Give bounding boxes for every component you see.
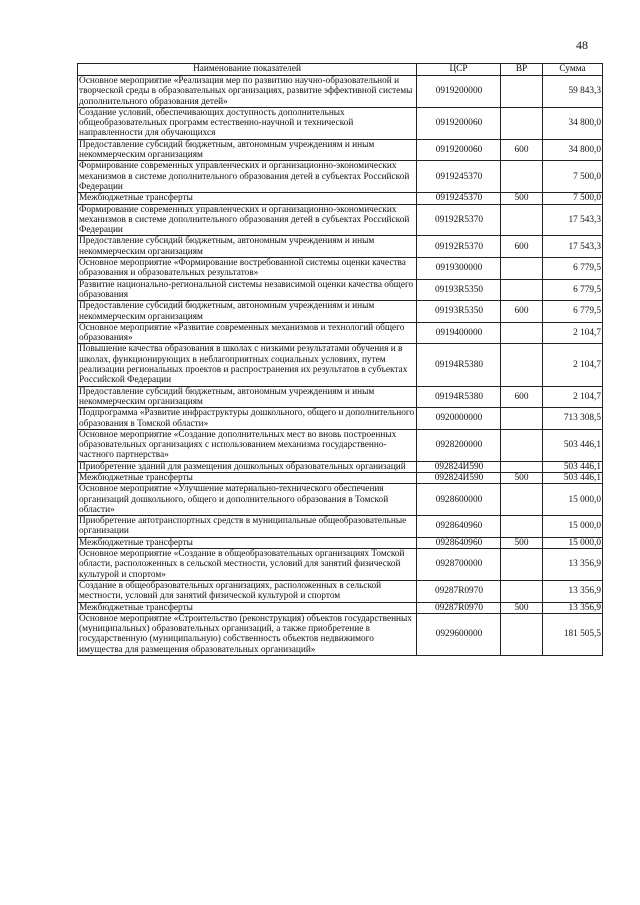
cell-vr <box>501 429 543 461</box>
cell-vr <box>501 461 543 472</box>
cell-csr: 0919200060 <box>417 139 501 161</box>
cell-csr: 09193R5350 <box>417 301 501 323</box>
table-row <box>78 107 603 139</box>
cell-csr: 0928700000 <box>417 549 501 581</box>
header-csr: ЦСР <box>417 64 501 76</box>
cell-csr: 09192R5370 <box>417 236 501 258</box>
cell-name: Основное мероприятие «Развитие современных механизмов и технологий общего образования» <box>78 322 417 344</box>
cell-csr: 0929600000 <box>417 613 501 655</box>
cell-vr: 600 <box>501 236 543 258</box>
cell-vr <box>501 549 543 581</box>
cell-csr: 092824И590 <box>417 472 501 483</box>
cell-sum: 17 543,3 <box>543 236 603 258</box>
cell-name: Развитие национально-региональной системы независимой оценки качества общего образования <box>78 279 417 301</box>
cell-name: Создание условий, обеспечивающих доступность дополнительных общеобразовательных программ естественно-научной и технической направленности для обучающихся <box>78 107 417 139</box>
table-row <box>78 580 603 602</box>
cell-name: Межбюджетные трансферты <box>78 472 417 483</box>
table-row <box>78 193 603 204</box>
cell-csr: 0919245370 <box>417 161 501 193</box>
cell-csr: 09287R0970 <box>417 602 501 613</box>
cell-csr: 09193R5350 <box>417 279 501 301</box>
table-row <box>78 516 603 538</box>
table-row <box>78 301 603 323</box>
cell-vr <box>501 580 543 602</box>
table-row <box>78 236 603 258</box>
cell-name: Основное мероприятие «Создание дополнительных мест во вновь построенных образовательных организациях с использованием механизма государственно-частного партнерства» <box>78 429 417 461</box>
cell-vr: 600 <box>501 301 543 323</box>
cell-name: Предоставление субсидий бюджетным, автономным учреждениям и иным некоммерческим организациям <box>78 236 417 258</box>
table-row <box>78 76 603 108</box>
cell-name: Межбюджетные трансферты <box>78 537 417 548</box>
cell-sum: 59 843,3 <box>543 76 603 108</box>
cell-sum: 15 000,0 <box>543 516 603 538</box>
cell-sum: 713 308,5 <box>543 408 603 430</box>
cell-csr: 09194R5380 <box>417 344 501 386</box>
cell-name: Основное мероприятие «Реализация мер по развитию научно-образовательной и творческой среды в образовательных организациях, развитие эффективной системы дополнительного образования детей» <box>78 76 417 108</box>
cell-vr: 500 <box>501 193 543 204</box>
cell-name: Предоставление субсидий бюджетным, автономным учреждениям и иным некоммерческим организациям <box>78 139 417 161</box>
cell-vr <box>501 516 543 538</box>
header-vr: ВР <box>501 64 543 76</box>
cell-vr: 500 <box>501 472 543 483</box>
table-row <box>78 429 603 461</box>
cell-sum: 503 446,1 <box>543 429 603 461</box>
cell-sum: 503 446,1 <box>543 461 603 472</box>
cell-sum: 13 356,9 <box>543 549 603 581</box>
table-row <box>78 344 603 386</box>
table-row <box>78 139 603 161</box>
cell-name: Основное мероприятие «Строительство (реконструкция) объектов государственных (муниципальных) образовательных организаций, а также приобретение в государственную (муниципальную) собственность объектов недвижимого имущества для размещения образовательных организаций» <box>78 613 417 655</box>
cell-vr <box>501 204 543 236</box>
cell-sum: 6 779,5 <box>543 301 603 323</box>
cell-sum: 7 500,0 <box>543 161 603 193</box>
cell-csr: 0919245370 <box>417 193 501 204</box>
cell-sum: 13 356,9 <box>543 602 603 613</box>
table-row <box>78 279 603 301</box>
cell-vr <box>501 484 543 516</box>
table-row <box>78 386 603 408</box>
header-name: Наименование показателей <box>78 64 417 76</box>
cell-sum: 17 543,3 <box>543 204 603 236</box>
cell-vr: 500 <box>501 602 543 613</box>
cell-vr <box>501 344 543 386</box>
table-row <box>78 613 603 655</box>
cell-csr: 09192R5370 <box>417 204 501 236</box>
table-row <box>78 472 603 483</box>
table-row <box>78 258 603 280</box>
cell-csr: 0928640960 <box>417 516 501 538</box>
cell-sum: 2 104,7 <box>543 386 603 408</box>
cell-vr <box>501 161 543 193</box>
cell-name: Основное мероприятие «Улучшение материально-технического обеспечения организаций дошкольного, общего и дополнительного образования в Томской области» <box>78 484 417 516</box>
cell-name: Приобретение зданий для размещения дошкольных образовательных организаций <box>78 461 417 472</box>
cell-csr: 0928600000 <box>417 484 501 516</box>
cell-sum: 181 505,5 <box>543 613 603 655</box>
cell-vr <box>501 279 543 301</box>
cell-name: Межбюджетные трансферты <box>78 602 417 613</box>
cell-csr: 0919200060 <box>417 107 501 139</box>
cell-csr: 0928200000 <box>417 429 501 461</box>
budget-table <box>77 63 603 656</box>
cell-sum: 7 500,0 <box>543 193 603 204</box>
table-header-row <box>78 64 603 76</box>
table-row <box>78 537 603 548</box>
table-row <box>78 322 603 344</box>
cell-vr: 600 <box>501 386 543 408</box>
table-row <box>78 408 603 430</box>
cell-csr: 09194R5380 <box>417 386 501 408</box>
cell-name: Предоставление субсидий бюджетным, автономным учреждениям и иным некоммерческим организациям <box>78 386 417 408</box>
cell-csr: 0919400000 <box>417 322 501 344</box>
cell-csr: 0928640960 <box>417 537 501 548</box>
cell-sum: 15 000,0 <box>543 537 603 548</box>
cell-vr <box>501 76 543 108</box>
cell-vr <box>501 107 543 139</box>
cell-name: Межбюджетные трансферты <box>78 193 417 204</box>
cell-vr: 600 <box>501 139 543 161</box>
cell-sum: 15 000,0 <box>543 484 603 516</box>
cell-csr: 09287R0970 <box>417 580 501 602</box>
table-row <box>78 204 603 236</box>
table-row <box>78 602 603 613</box>
cell-vr: 500 <box>501 537 543 548</box>
table-row <box>78 161 603 193</box>
cell-sum: 503 446,1 <box>543 472 603 483</box>
cell-vr <box>501 258 543 280</box>
cell-sum: 34 800,0 <box>543 139 603 161</box>
cell-sum: 2 104,7 <box>543 344 603 386</box>
cell-name: Основное мероприятие «Создание в общеобразовательных организациях Томской области, расположенных в сельской местности, условий для занятий физической культурой и спортом» <box>78 549 417 581</box>
page-number: 48 <box>576 38 588 52</box>
cell-name: Повышение качества образования в школах с низкими результатами обучения и в школах, функционирующих в неблагоприятных социальных условиях, путем реализации региональных проектов и распространения их результатов в субъектах Российской Федерации <box>78 344 417 386</box>
cell-csr: 092824И590 <box>417 461 501 472</box>
cell-vr <box>501 408 543 430</box>
cell-csr: 0919200000 <box>417 76 501 108</box>
cell-vr <box>501 322 543 344</box>
cell-sum: 6 779,5 <box>543 279 603 301</box>
cell-name: Формирование современных управленческих и организационно-экономических механизмов в системе дополнительного образования детей в субъектах Российской Федерации <box>78 204 417 236</box>
cell-vr <box>501 613 543 655</box>
cell-csr: 0920000000 <box>417 408 501 430</box>
cell-csr: 0919300000 <box>417 258 501 280</box>
header-sum: Сумма <box>543 64 603 76</box>
cell-name: Основное мероприятие «Формирование востребованной системы оценки качества образования и образовательных результатов» <box>78 258 417 280</box>
cell-name: Предоставление субсидий бюджетным, автономным учреждениям и иным некоммерческим организациям <box>78 301 417 323</box>
cell-sum: 13 356,9 <box>543 580 603 602</box>
cell-sum: 34 800,0 <box>543 107 603 139</box>
table-row <box>78 461 603 472</box>
cell-sum: 6 779,5 <box>543 258 603 280</box>
cell-name: Создание в общеобразовательных организациях, расположенных в сельской местности, условий для занятий физической культурой и спортом <box>78 580 417 602</box>
cell-sum: 2 104,7 <box>543 322 603 344</box>
cell-name: Формирование современных управленческих и организационно-экономических механизмов в системе дополнительного образования детей в субъектах Российской Федерации <box>78 161 417 193</box>
table-row <box>78 549 603 581</box>
table-row <box>78 484 603 516</box>
cell-name: Подпрограмма «Развитие инфраструктуры дошкольного, общего и дополнительного образования в Томской области» <box>78 408 417 430</box>
cell-name: Приобретение автотранспортных средств в муниципальные общеобразовательные организации <box>78 516 417 538</box>
